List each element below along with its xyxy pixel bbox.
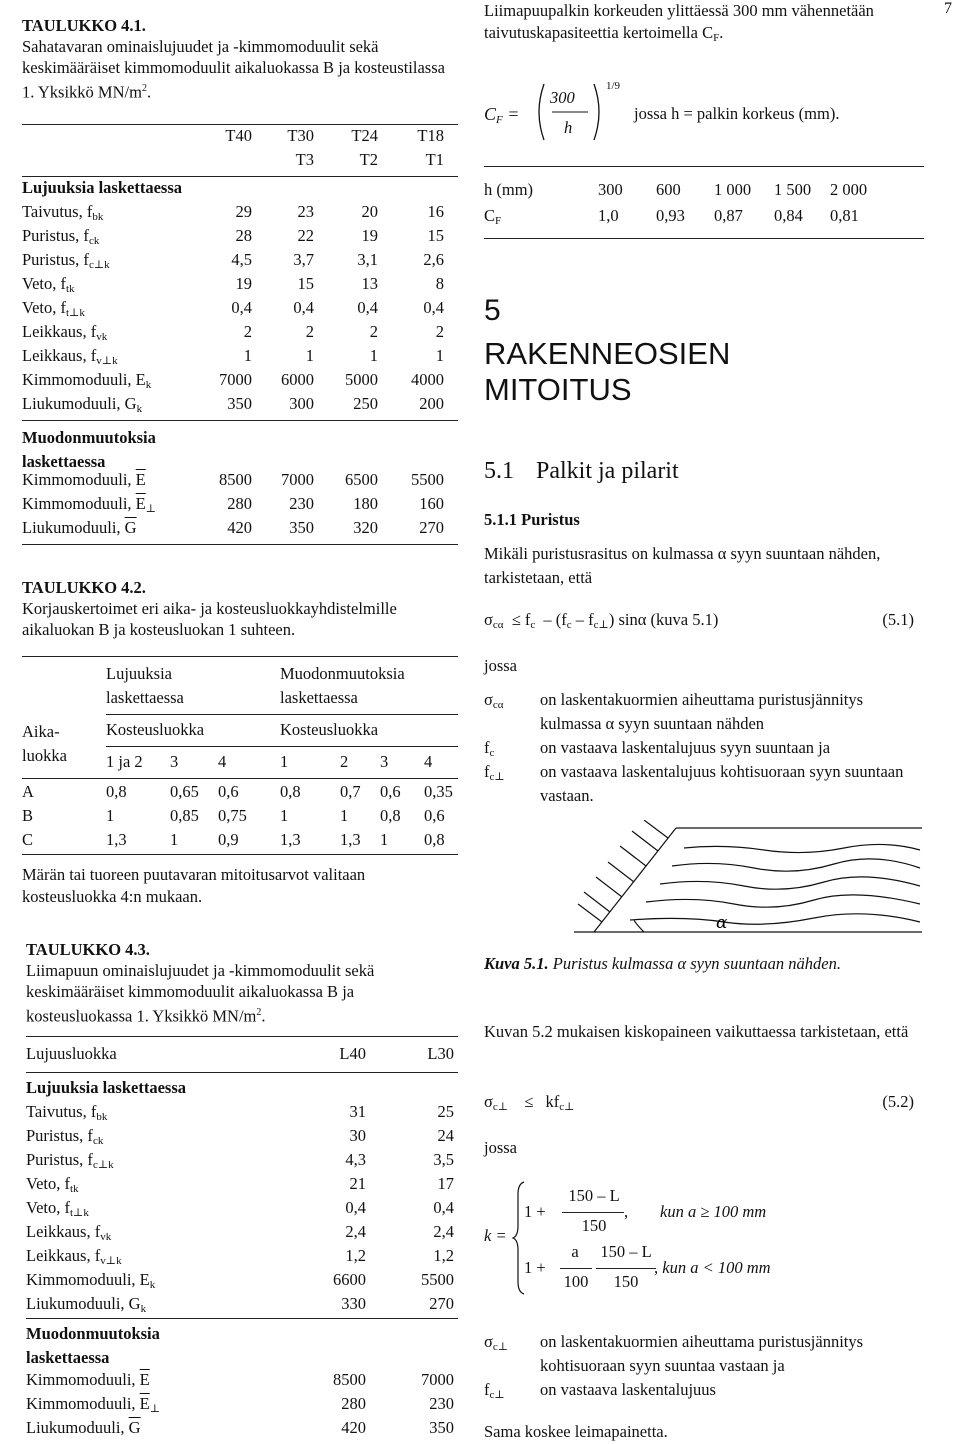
class-l40: L40 — [339, 1044, 366, 1063]
table-row — [26, 1126, 103, 1146]
table-row — [26, 1394, 160, 1414]
row-label: Veto, $f_{tk}$ — [26, 1174, 79, 1195]
group-heading: Lujuuksia laskettaessa — [22, 178, 182, 197]
table-cell: 1,3 — [340, 830, 361, 849]
table-cell: 5500 — [421, 1270, 454, 1289]
row-label: Puristus, $f_{c\perp k}$ — [26, 1150, 114, 1171]
def-fc: $f_c$ — [484, 738, 495, 759]
table-cell: 6500 — [345, 470, 378, 489]
jossa-label: jossa — [484, 656, 517, 675]
table-row — [26, 1270, 155, 1290]
cf-value: 0,84 — [774, 206, 803, 225]
table-4-1-caption-text: Sahatavaran ominaislujuudet ja -kimmomoduulit sekä keskimääräiset kimmomoduulit aikaluokassa B ja kosteustilassa 1. Yksikkö $MN/m^2$. — [22, 37, 445, 102]
table-cell: 31 — [349, 1102, 366, 1121]
table-cell: 1 — [305, 346, 314, 365]
table-cell: 1,3 — [106, 830, 127, 849]
table-cell: 0,4 — [345, 1198, 366, 1217]
table-4-3-label: TAULUKKO 4.3. — [26, 940, 150, 959]
table-cell: 3,1 — [357, 250, 378, 269]
symbol-bar: $\overline{E}$ — [135, 470, 146, 489]
table-cell: 0,4 — [423, 298, 444, 317]
table-row — [26, 1370, 150, 1390]
table-cell: 1 — [170, 830, 179, 849]
table-cell: 17 — [437, 1174, 454, 1193]
table-cell: 0,35 — [424, 782, 453, 801]
header-label: Lujuusluokka — [26, 1044, 117, 1063]
cf-formula — [484, 78, 924, 148]
table-cell: 29 — [235, 202, 252, 221]
cf-value: 0,81 — [830, 206, 859, 225]
table-cell: 160 — [419, 494, 444, 513]
table-row — [26, 1418, 141, 1438]
table-cell: 8500 — [333, 1370, 366, 1389]
table-cell: 25 — [437, 1102, 454, 1121]
table-cell: 0,65 — [170, 782, 199, 801]
table-cell: 8500 — [219, 470, 252, 489]
equation-number: (5.2) — [882, 1092, 914, 1111]
table-cell: 2 — [243, 322, 252, 341]
time-class: A — [22, 782, 34, 801]
symbol-bar: $\overline{E}$ — [139, 1394, 150, 1413]
table-rule — [22, 176, 458, 177]
table-4-2-label: TAULUKKO 4.2. — [22, 578, 146, 597]
h-value: 2 000 — [830, 180, 868, 199]
table-cell: 7000 — [421, 1370, 454, 1389]
table-4-2-caption-text: Korjauskertoimet eri aika- ja kosteusluokkayhdistelmille aikaluokan B ja kosteusluokan 1 suhteen. — [22, 599, 397, 639]
class-header: T18 — [417, 126, 444, 145]
cf-lhs: $C_F$ = — [484, 104, 520, 126]
paragraph-1: Mikäli puristusrasitus on kulmassa α syyn suuntaan nähden, tarkistetaan, että — [484, 544, 881, 587]
table-cell: 2,4 — [345, 1222, 366, 1241]
table-cell: 350 — [289, 518, 314, 537]
table-cell: 3,7 — [293, 250, 314, 269]
row-label: Leikkaus, $f_{v\perp k}$ — [26, 1246, 122, 1267]
header-aikaluokka: Aika- luokka — [22, 722, 67, 765]
table-cell: 0,8 — [106, 782, 127, 801]
table-row — [22, 250, 110, 270]
row-label: Kimmomoduuli, $\overline{E}$ — [22, 470, 146, 489]
def-fcperp-text: on vastaava laskentalujuus kohtisuoraan syyn suuntaan vastaan. — [540, 762, 904, 805]
row-label: Liukumoduuli, $G_k$ — [26, 1294, 147, 1315]
table-cell: 1 — [280, 806, 289, 825]
table-cell: 2 — [369, 322, 378, 341]
class-header: T1 — [425, 150, 444, 169]
table-cell: 280 — [341, 1394, 366, 1413]
row-label: Kimmomoduuli, $\overline{E}_\perp$ — [22, 494, 157, 515]
table-row — [22, 346, 118, 366]
table-cell: 22 — [297, 226, 314, 245]
symbol-bar: $\overline{G}$ — [124, 518, 137, 537]
page-number: 7 — [944, 0, 952, 17]
cf-label: $C_F$ — [484, 206, 502, 227]
cf-numerator: 300 — [550, 88, 575, 107]
table-cell: 1,2 — [345, 1246, 366, 1265]
subheader-cell: 2 — [340, 752, 349, 771]
subheader-cell: 1 ja 2 — [106, 752, 143, 771]
jossa-label-2: jossa — [484, 1138, 517, 1157]
header-kosteusluokka-b: Kosteusluokka — [280, 720, 379, 739]
section-heading: 5.1 Palkit ja pilarit — [484, 458, 679, 484]
table-cell: 270 — [429, 1294, 454, 1313]
table-cell: 300 — [289, 394, 314, 413]
table-row — [26, 1222, 111, 1242]
table-cell: 2,6 — [423, 250, 444, 269]
table-cell: 4000 — [411, 370, 444, 389]
h-value: 300 — [598, 180, 623, 199]
table-cell: 0,4 — [231, 298, 252, 317]
table-row — [22, 494, 156, 514]
def-fc-perp-2-text: on vastaava laskentalujuus — [540, 1380, 716, 1399]
table-4-3-caption — [26, 940, 458, 1027]
row-label: Liukumoduuli, $G_k$ — [22, 394, 143, 415]
table-cell: 23 — [297, 202, 314, 221]
row-label: Puristus, $f_{ck}$ — [26, 1126, 104, 1147]
k-lhs: k = — [484, 1226, 507, 1245]
row-label: Kimmomoduuli, $E_k$ — [26, 1270, 156, 1291]
table-cell: 1 — [106, 806, 115, 825]
table-rule — [22, 124, 458, 125]
table-rule — [22, 544, 458, 545]
table-row — [22, 274, 75, 294]
row-label: Leikkaus, $f_{vk}$ — [22, 322, 108, 343]
table-cell: 350 — [429, 1418, 454, 1437]
subheader-cell: 3 — [380, 752, 389, 771]
class-header: T30 — [287, 126, 314, 145]
row-label: Taivutus, $f_{bk}$ — [26, 1102, 108, 1123]
table-cell: 2,4 — [433, 1222, 454, 1241]
def-fcperp: $f_{c\perp}$ — [484, 762, 505, 783]
table-cell: 1,2 — [433, 1246, 454, 1265]
row-label: Liukumoduuli, $\overline{G}$ — [26, 1418, 141, 1437]
table-row — [22, 470, 146, 490]
table-cell: 15 — [297, 274, 314, 293]
group-heading-2: Muodonmuutoksia laskettaessa — [22, 428, 156, 471]
table-cell: 270 — [419, 518, 444, 537]
time-class: C — [22, 830, 34, 849]
class-header: T24 — [351, 126, 378, 145]
class-l30: L30 — [427, 1044, 454, 1063]
table-cell: 420 — [341, 1418, 366, 1437]
k-brace — [512, 1180, 526, 1296]
row-label: Kimmomoduuli, $E_k$ — [22, 370, 152, 391]
table-cell: 230 — [429, 1394, 454, 1413]
table-rule — [22, 420, 458, 421]
table-cell: 230 — [289, 494, 314, 513]
table-cell: 19 — [235, 274, 252, 293]
symbol-bar: $\overline{G}$ — [128, 1418, 141, 1437]
table-cell: 30 — [349, 1126, 366, 1145]
table-cell: 0,6 — [424, 806, 445, 825]
table-cell: 28 — [235, 226, 252, 245]
table-cell: 250 — [353, 394, 378, 413]
figure-5-1 — [574, 820, 922, 938]
table-cell: 5000 — [345, 370, 378, 389]
def-sigma-perp: $\sigma_{c\perp}$ — [484, 1332, 509, 1353]
table-cell: 0,8 — [280, 782, 301, 801]
table-row — [26, 1150, 114, 1170]
cf-where: jossa h = palkin korkeus (mm). — [634, 104, 840, 123]
class-header: T3 — [295, 150, 314, 169]
table-4-2-caption — [22, 578, 458, 640]
table-row — [26, 1294, 146, 1314]
header-kosteusluokka-a: Kosteusluokka — [106, 720, 205, 739]
table-cell: 24 — [437, 1126, 454, 1145]
table-cell: 0,4 — [357, 298, 378, 317]
table-4-2 — [22, 656, 458, 856]
h-value: 1 500 — [774, 180, 812, 199]
table-row — [22, 370, 151, 390]
cf-exponent: 1/9 — [606, 80, 621, 92]
table-cell: 0,4 — [293, 298, 314, 317]
equation-number: (5.1) — [882, 610, 914, 629]
final-line: Sama koskee leimapainetta. — [484, 1422, 668, 1441]
table-4-1-label: TAULUKKO 4.1. — [22, 16, 146, 35]
chapter-number: 5 — [484, 294, 501, 327]
table-cell: 16 — [427, 202, 444, 221]
table-cell: 0,8 — [424, 830, 445, 849]
class-header: T2 — [359, 150, 378, 169]
table-cell: 0,6 — [380, 782, 401, 801]
table-cell: 20 — [361, 202, 378, 221]
def-fc-text: on vastaava laskentalujuus syyn suuntaan ja — [540, 738, 831, 757]
def-sigma-text: on laskentakuormien aiheuttama puristusjännitys kulmassa α syyn suuntaan nähden — [540, 690, 864, 733]
table-cell: 0,6 — [218, 782, 239, 801]
table-cell: 7000 — [281, 470, 314, 489]
time-class: B — [22, 806, 34, 825]
table-cell: 280 — [227, 494, 252, 513]
table-cell: 0,8 — [380, 806, 401, 825]
row-label: Taivutus, $f_{bk}$ — [22, 202, 104, 223]
table-cell: 200 — [419, 394, 444, 413]
table-cell: 19 — [361, 226, 378, 245]
equation-5-2: $\sigma_{c\perp} \le kf_{c\perp}$ (5.2) — [484, 1092, 914, 1113]
table-row — [22, 322, 107, 342]
cf-value: 1,0 — [598, 206, 619, 225]
paragraph-2: Kuvan 5.2 mukaisen kiskopaineen vaikuttaessa tarkistetaan, että — [484, 1022, 909, 1041]
table-cell: 420 — [227, 518, 252, 537]
row-label: Veto, $f_{t\perp k}$ — [22, 298, 85, 319]
row-label: Puristus, $f_{ck}$ — [22, 226, 100, 247]
intro-paragraph: Liimapuupalkin korkeuden ylittäessä 300 mm vähennetään taivutuskapasiteettia kertoimella $C_F$. — [484, 1, 874, 44]
class-header: T40 — [225, 126, 252, 145]
table-cell: 6600 — [333, 1270, 366, 1289]
h-label: h (mm) — [484, 180, 534, 199]
k-formula: k = 1 + 150 – L 150 , kun a ≥ 100 mm 1 + a 100 150 – L 150 , kun a < 100 mm — [484, 1180, 924, 1300]
table-row — [22, 226, 99, 246]
table-cell: 13 — [361, 274, 378, 293]
cf-denominator: h — [564, 118, 573, 137]
table-cell: 320 — [353, 518, 378, 537]
def-fc-perp-2: $f_{c\perp}$ — [484, 1380, 505, 1401]
header-muodonmuutoksia: Muodonmuutoksia laskettaessa — [280, 664, 405, 707]
row-label: Veto, $f_{t\perp k}$ — [26, 1198, 89, 1219]
table-row — [22, 298, 85, 318]
group-heading: Lujuuksia laskettaessa — [26, 1078, 186, 1097]
cf-value: 0,87 — [714, 206, 743, 225]
subheader-cell: 1 — [280, 752, 289, 771]
table-cell: 0,4 — [433, 1198, 454, 1217]
table-row — [22, 394, 142, 414]
row-label: Liukumoduuli, $\overline{G}$ — [22, 518, 137, 537]
table-cell: 0,85 — [170, 806, 199, 825]
table-cell: 7000 — [219, 370, 252, 389]
h-value: 1 000 — [714, 180, 752, 199]
subheader-cell: 4 — [218, 752, 227, 771]
table-row — [26, 1246, 122, 1266]
table-cell: 3,5 — [433, 1150, 454, 1169]
subsection-heading: 5.1.1 Puristus — [484, 510, 580, 529]
table-row — [26, 1102, 107, 1122]
table-cell: 1 — [243, 346, 252, 365]
table-cell: 330 — [341, 1294, 366, 1313]
table-cell: 8 — [435, 274, 444, 293]
table-cell: 180 — [353, 494, 378, 513]
table-cell: 1 — [380, 830, 389, 849]
table-4-2-note: Märän tai tuoreen puutavaran mitoitusarvot valitaan kosteusluokka 4:n mukaan. — [22, 865, 366, 906]
row-label: Leikkaus, $f_{v\perp k}$ — [22, 346, 118, 367]
table-cell: 1 — [369, 346, 378, 365]
subheader-cell: 4 — [424, 752, 433, 771]
symbol-bar: $\overline{E}$ — [135, 494, 146, 513]
table-cell: 1 — [340, 806, 349, 825]
table-cell: 21 — [349, 1174, 366, 1193]
def-sigma: $\sigma_{c\alpha}$ — [484, 690, 504, 711]
table-cell: 6000 — [281, 370, 314, 389]
table-cell: 350 — [227, 394, 252, 413]
table-row — [26, 1198, 89, 1218]
table-cell: 2 — [305, 322, 314, 341]
figure-5-1-caption: Kuva 5.1. Puristus kulmassa α syyn suuntaan nähden. — [484, 954, 841, 973]
row-label: Kimmomoduuli, $\overline{E}$ — [26, 1370, 150, 1389]
table-cell: 0,9 — [218, 830, 239, 849]
row-label: Veto, $f_{tk}$ — [22, 274, 75, 295]
symbol-bar: $\overline{E}$ — [139, 1370, 150, 1389]
table-cell: 1,3 — [280, 830, 301, 849]
table-row — [22, 518, 137, 538]
group-heading-2: Muodonmuutoksia laskettaessa — [26, 1324, 160, 1367]
header-lujuuksia: Lujuuksia laskettaessa — [106, 664, 184, 707]
table-row — [22, 202, 103, 222]
table-4-1-caption — [22, 16, 458, 103]
table-cell: 4,3 — [345, 1150, 366, 1169]
cf-value: 0,93 — [656, 206, 685, 225]
equation-5-1: $\sigma_{c\alpha} \le f_c - (f_c - f_{c\perp})$ sinα (kuva 5.1) (5.1) — [484, 610, 914, 631]
table-cell: 1 — [435, 346, 444, 365]
table-cell: 4,5 — [231, 250, 252, 269]
row-label: Kimmomoduuli, $\overline{E}_\perp$ — [26, 1394, 161, 1415]
table-cell: 5500 — [411, 470, 444, 489]
alpha-label: α — [716, 913, 728, 933]
table-row — [26, 1174, 79, 1194]
chapter-title: RAKENNEOSIEN MITOITUS — [484, 336, 731, 407]
row-label: Puristus, $f_{c\perp k}$ — [22, 250, 110, 271]
subheader-cell: 3 — [170, 752, 179, 771]
table-cell: 0,7 — [340, 782, 361, 801]
h-value: 600 — [656, 180, 681, 199]
table-4-3-caption-text: Liimapuun ominaislujuudet ja -kimmomoduulit sekä keskimääräiset kimmomoduulit aikaluokassa B ja kosteusluokassa 1. Yksikkö $MN/m^2$. — [26, 961, 375, 1026]
table-cell: 15 — [427, 226, 444, 245]
table-cell: 0,75 — [218, 806, 247, 825]
def-sigma-perp-text: on laskentakuormien aiheuttama puristusjännitys kohtisuoraan syyn suuntaa vastaan ja — [540, 1332, 864, 1375]
table-cell: 2 — [435, 322, 444, 341]
row-label: Leikkaus, $f_{vk}$ — [26, 1222, 112, 1243]
